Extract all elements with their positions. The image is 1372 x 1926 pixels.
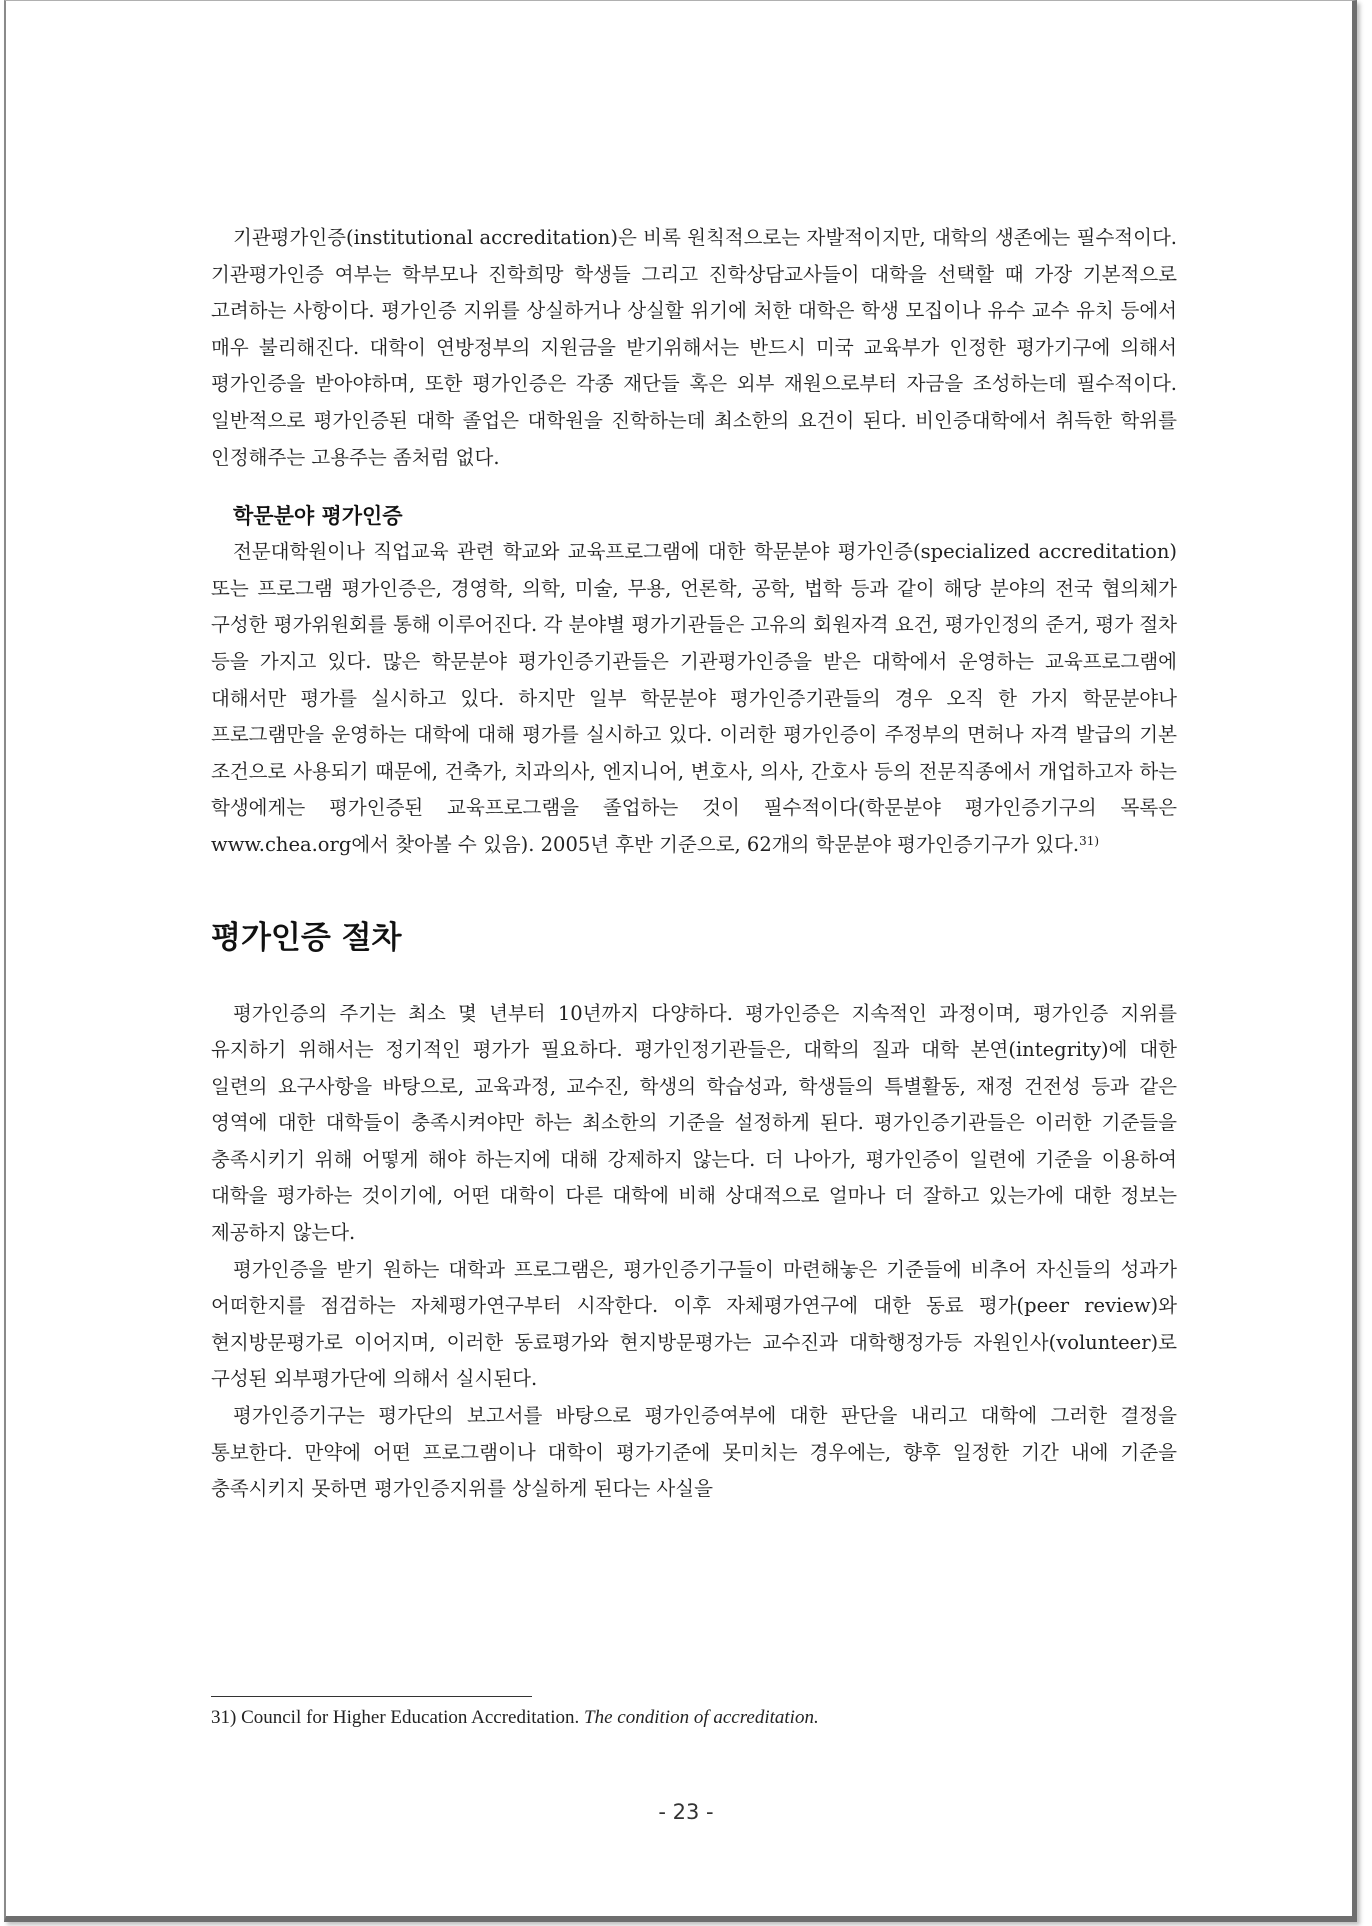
- page-body: [211, 220, 1177, 1508]
- footnote-text: 31) Council for Higher Education Accreditation.: [211, 1707, 585, 1728]
- subheading-specialized-accreditation: 학문분야 평가인증: [233, 504, 403, 529]
- paragraph-accreditation-cycle: 평가인증의 주기는 최소 몇 년부터 10년까지 다양하다. 평가인증은 지속적인 과정이며, 평가인증 지위를 유지하기 위해서는 정기적인 평가가 필요하다. 평가인정기관들은, 대학의 질과 대학 본연(integrity)에 대한 일련의 요구사항을 바탕으로, 교육과정, 교수진, 학생의 학습성과, 학생들의 특별활동, 재정 건전성 등과 같은 영역에 대한 대학들이 충족시켜야만 하는 최소한의 기준을 설정하게 된다. 평가인증기관들은 이러한 기준들을 충족시키기 위해 어떻게 해야 하는지에 대해 강제하지 않는다. 더 나아가, 평가인증이 일련에 기준을 이용하여 대학을 평가하는 것이기에, 어떤 대학이 다른 대학에 비해 상대적으로 얼마나 더 잘하고 있는가에 대한 정보는 제공하지 않는다.: [211, 1001, 1177, 1245]
- footnote: [211, 1705, 1177, 1731]
- page-number: - 23 -: [658, 1800, 714, 1824]
- section-title-accreditation-procedure: 평가인증 절차: [211, 919, 402, 956]
- paragraph-institutional-accreditation: 기관평가인증(institutional accreditation)은 비록 원칙적으로는 자발적이지만, 대학의 생존에는 필수적이다. 기관평가인증 여부는 학부모나 진학희망 학생들 그리고 진학상담교사들이 대학을 선택할 때 가장 기본적으로 고려하는 사항이다. 평가인증 지위를 상실하거나 상실할 위기에 처한 대학은 학생 모집이나 유수 교수 유치 등에서 매우 불리해진다. 대학이 연방정부의 지원금을 받기위해서는 반드시 미국 교육부가 인정한 평가기구에 의해서 평가인증을 받아야하며, 또한 평가인증은 각종 재단들 혹은 외부 재원으로부터 자금을 조성하는데 필수적이다. 일반적으로 평가인증된 대학 졸업은 대학원을 진학하는데 최소한의 요건이 된다. 비인증대학에서 취득한 학위를 인정해주는 고용주는 좀처럼 없다.: [211, 226, 1177, 469]
- footnote-reference: 31): [1079, 833, 1100, 848]
- paragraph-specialized-text: 전문대학원이나 직업교육 관련 학교와 교육프로그램에 대한 학문분야 평가인증(specialized accreditation) 또는 프로그램 평가인증은, 경영학, 의학, 미술, 무용, 언론학, 공학, 법학 등과 같이 해당 분야의 전국 협의체가 구성한 평가위원회를 통해 이루어진다. 각 분야별 평가기관들은 고유의 회원자격 요건, 평가인정의 준거, 평가 절차 등을 가지고 있다. 많은 학문분야 평가인증기관들은 기관평가인증을 받은 대학에서 운영하는 교육프로그램에 대해서만 평가를 실시하고 있다. 하지만 일부 학문분야 평가인증기관들의 경우 오직 한 가지 학문분야나 프로그램만을 운영하는 대학에 대해 평가를 실시하고 있다. 이러한 평가인증이 주정부의 면허나 자격 발급의 기본 조건으로 사용되기 때문에, 건축가, 치과의사, 엔지니어, 변호사, 의사, 간호사 등의 전문직종에서 개업하고자 하는 학생에게는 평가인증된 교육프로그램을 졸업하는 것이 필수적이다(학문분야 평가인증기구의 목록은 www.chea.org에서 찾아볼 수 있음). 2005년 후반 기준으로, 62개의 학문분야 평가인증기구가 있다.: [211, 540, 1177, 856]
- footnote-title: The condition of accreditation.: [584, 1707, 819, 1728]
- paragraph-self-study: 평가인증을 받기 원하는 대학과 프로그램은, 평가인증기구들이 마련해놓은 기준들에 비추어 자신들의 성과가 어떠한지를 점검하는 자체평가연구부터 시작한다. 이후 자체평가연구에 대한 동료 평가(peer review)와 현지방문평가로 이어지며, 이러한 동료평가와 현지방문평가는 교수진과 대학행정가등 자원인사(volunteer)로 구성된 외부평가단에 의해서 실시된다.: [211, 1257, 1177, 1391]
- paragraph-specialized-accreditation: [211, 534, 1177, 863]
- footnote-divider: [211, 1696, 532, 1697]
- paragraph-decision: 평가인증기구는 평가단의 보고서를 바탕으로 평가인증여부에 대한 판단을 내리고 대학에 그러한 결정을 통보한다. 만약에 어떤 프로그램이나 대학이 평가기준에 못미치는 경우에는, 향후 일정한 기간 내에 기준을 충족시키지 못하면 평가인증지위를 상실하게 된다는 사실을: [211, 1404, 1177, 1501]
